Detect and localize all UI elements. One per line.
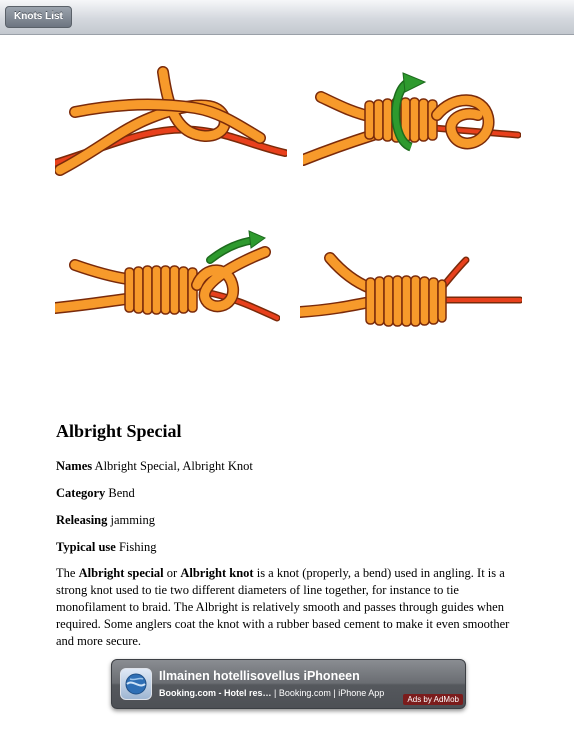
booking-app-icon <box>120 668 152 700</box>
names-row <box>56 459 253 474</box>
names-value: Albright Special, Albright Knot <box>94 459 253 473</box>
typical-use-row <box>56 540 157 555</box>
typical-use-value: Fishing <box>118 540 157 554</box>
typical-use-label: Typical use <box>56 540 116 554</box>
knot-step-2-image <box>303 65 521 195</box>
category-row <box>56 486 135 501</box>
names-label: Names <box>56 459 93 473</box>
releasing-label: Releasing <box>56 513 108 527</box>
knot-description <box>56 565 524 650</box>
ad-title: Ilmainen hotellisovellus iPhoneen <box>159 669 360 683</box>
ad-banner[interactable] <box>111 659 466 709</box>
category-label: Category <box>56 486 106 500</box>
knots-list-back-button[interactable]: Knots List <box>5 6 72 28</box>
navigation-bar <box>0 0 574 35</box>
ad-subtitle-rest: | Booking.com | iPhone App <box>271 688 385 698</box>
category-value: Bend <box>108 486 135 500</box>
releasing-row <box>56 513 155 528</box>
desc-name-albright-knot: Albright knot <box>180 566 254 580</box>
desc-name-albright-special: Albright special <box>78 566 164 580</box>
knot-step-3-image <box>55 230 280 350</box>
ad-subtitle <box>159 688 384 698</box>
desc-intro: The <box>56 566 76 580</box>
knot-step-1-image <box>55 60 287 185</box>
ads-by-admob-badge: Ads by AdMob <box>403 694 463 705</box>
knot-step-4-image <box>300 250 522 340</box>
knot-title: Albright Special <box>56 421 182 441</box>
ad-subtitle-app: Booking.com - Hotel res… <box>159 688 272 698</box>
desc-body: is a knot (properly, a bend) used in angling. It is a strong knot used to tie two different diameters of line together, for instance to tie monofilament to braid. The Albright is relatively smooth and passes through guides when required. Some anglers coat the knot with a rubber based cement to make it even smoother and more secure. <box>56 566 510 648</box>
desc-or: or <box>163 566 181 580</box>
releasing-value: jamming <box>110 513 155 527</box>
